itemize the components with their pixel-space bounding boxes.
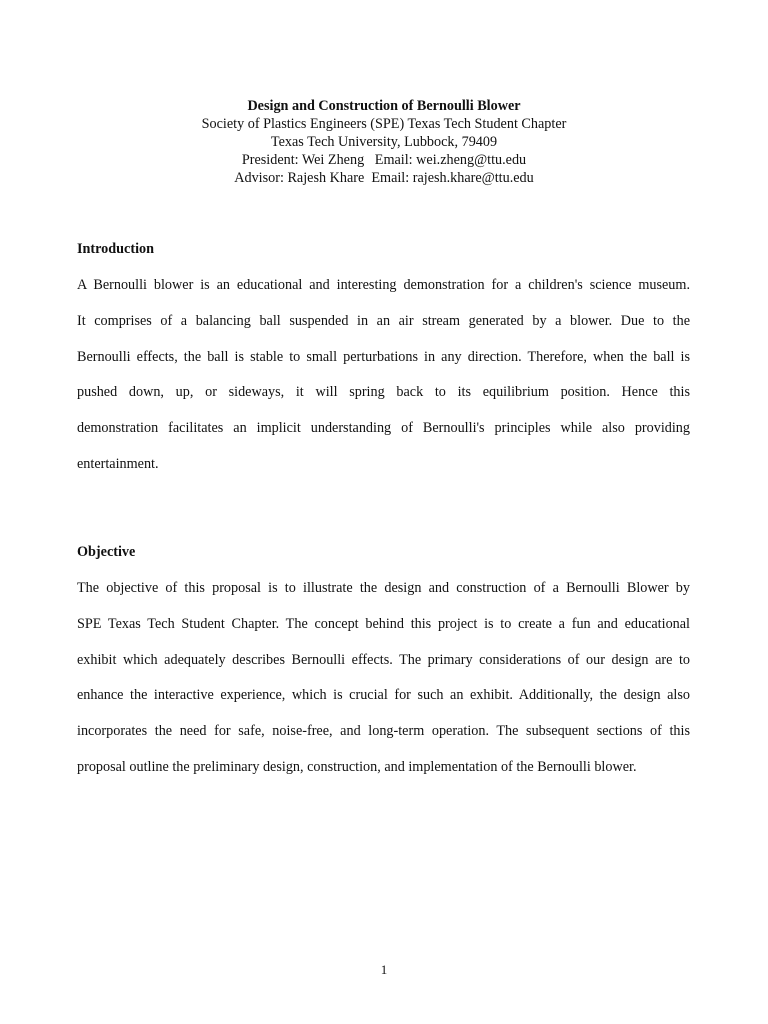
paragraph-line: A Bernoulli blower is an educational and interesting demonstration for a children's science museum. [77, 277, 690, 293]
paragraph-line: SPE Texas Tech Student Chapter. The concept behind this project is to create a fun and educational [77, 615, 690, 632]
document-header [0, 97, 768, 187]
paragraph-line: It comprises of a balancing ball suspended in an air stream generated by a blower. Due to the [77, 312, 690, 329]
paragraph-line: exhibit which adequately describes Bernoulli effects. The primary considerations of our design are to [77, 651, 690, 668]
paragraph-line: Bernoulli effects, the ball is stable to small perturbations in any direction. Therefore, when the ball is [77, 348, 690, 365]
paragraph-line: entertainment. [77, 455, 159, 472]
objective-paragraph [77, 579, 690, 794]
paragraph-line: demonstration facilitates an implicit understanding of Bernoulli's principles while also providing [77, 420, 690, 437]
address-line: Texas Tech University, Lubbock, 79409 [270, 134, 498, 150]
objective-heading: Objective [77, 544, 136, 560]
paragraph-line: The objective of this proposal is to illustrate the design and construction of a Bernoulli Blower by [77, 580, 690, 596]
document-title: Design and Construction of Bernoulli Blower [247, 98, 521, 114]
paragraph-line: pushed down, up, or sideways, it will spring back to its equilibrium position. Hence this [77, 384, 690, 401]
paragraph-line: proposal outline the preliminary design, construction, and implementation of the Bernoulli blower. [77, 758, 637, 775]
organization-line: Society of Plastics Engineers (SPE) Texas Tech Student Chapter [201, 116, 567, 132]
page-number: 1 [380, 962, 388, 977]
advisor-contact-line: Advisor: Rajesh Khare Email: rajesh.khare@ttu.edu [234, 170, 534, 186]
paragraph-line: enhance the interactive experience, which is crucial for such an exhibit. Additionally, the design also [77, 687, 690, 704]
introduction-heading: Introduction [77, 241, 154, 257]
introduction-paragraph [77, 276, 690, 491]
president-contact-line: President: Wei Zheng Email: wei.zheng@ttu.edu [241, 152, 527, 168]
paragraph-line: incorporates the need for safe, noise-free, and long-term operation. The subsequent sections of this [77, 723, 690, 740]
